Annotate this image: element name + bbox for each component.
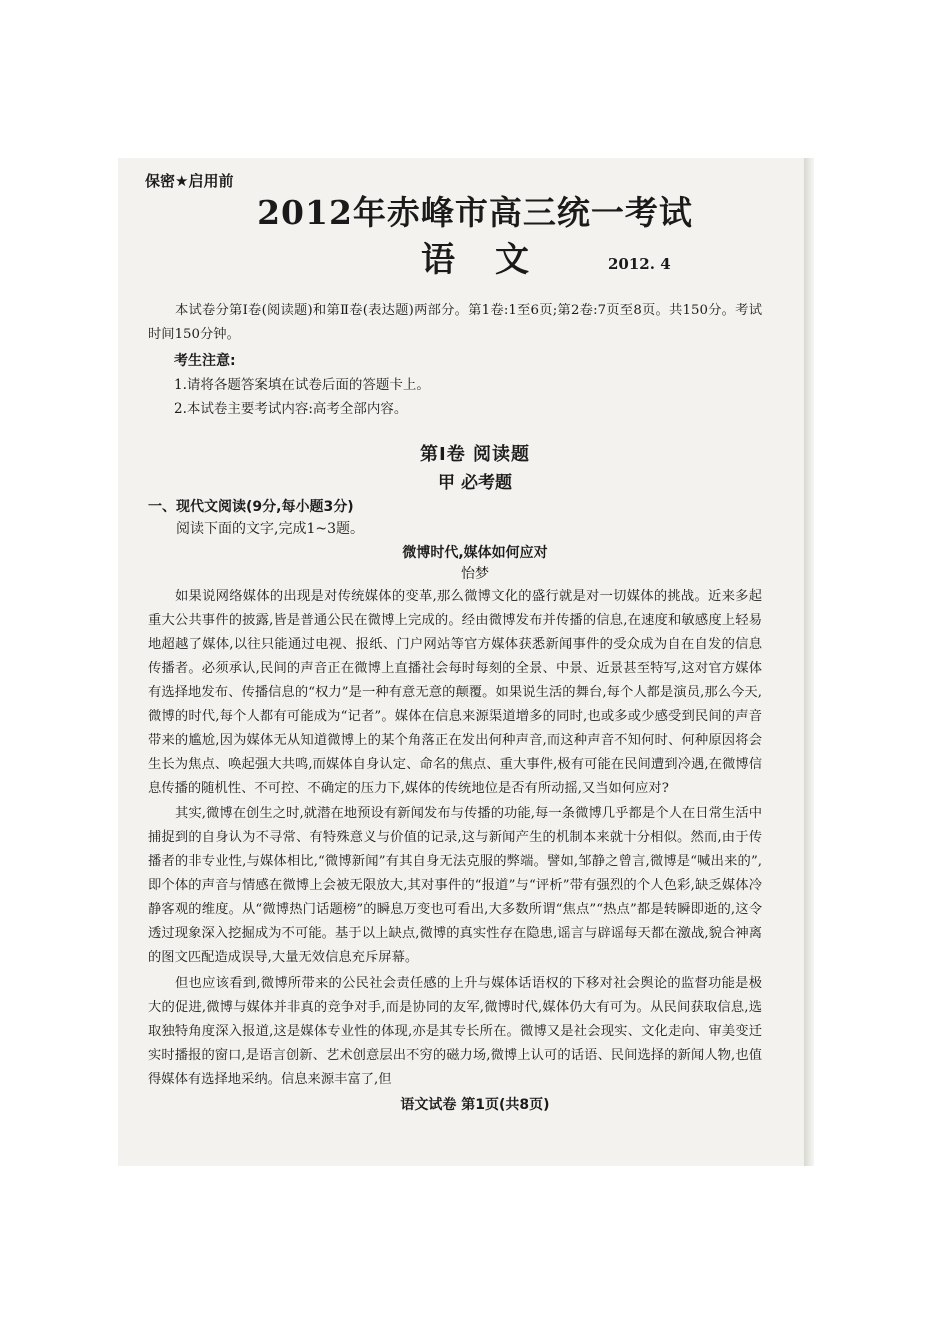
page-footer: 语文试卷 第1页(共8页) <box>400 1097 550 1113</box>
article-paragraph: 但也应该看到,微博所带来的公民社会责任感的上升与媒体话语权的下移对社会舆论的监督功能是极大的促进,微博与媒体并非真的竞争对手,而是协同的友军,微博时代,媒体仍大有可为。从民间获取信息,选取独特角度深入报道,这是媒体专业性的体现,亦是其专长所在。微博又是社会现实、文化走向、审美变迁实时播报的窗口,是语言创新、艺术创意层出不穷的磁力场,微博上认可的话语、民间选择的新闻人物,也值得媒体有选择地采纳。信息来源丰富了,但 <box>148 976 762 1087</box>
article-paragraph: 其实,微博在创生之时,就潜在地预设有新闻发布与传播的功能,每一条微博几乎都是个人在日常生活中捕捉到的自身认为不寻常、有特殊意义与价值的记录,这与新闻产生的机制本来就十分相似。然而,由于传播者的非专业性,与媒体相比,“微博新闻”有其自身无法克服的弊端。譬如,邹静之曾言,微博是“喊出来的”,即个体的声音与情感在微博上会被无限放大,其对事件的“报道”与“评析”带有强烈的个人色彩,缺乏媒体冷静客观的维度。从“微博热门话题榜”的瞬息万变也可看出,大多数所谓“焦点”“热点”都是转瞬即逝的,这令透过现象深入挖掘成为不可能。基于以上缺点,微博的真实性存在隐患,谣言与辟谣每天都在激战,貌合神离的图文匹配造成误导,大量无效信息充斥屏幕。 <box>148 806 762 965</box>
confidential-label: 保密★启用前 <box>145 172 234 190</box>
section-heading: 一、现代文阅读(9分,每小题3分) <box>148 499 354 515</box>
notice-item: 2.本试卷主要考试内容:高考全部内容。 <box>174 401 408 417</box>
part-subtitle: 甲 必考题 <box>438 473 512 493</box>
part-title: 第Ⅰ卷 阅读题 <box>420 444 530 465</box>
notice-heading: 考生注意: <box>174 353 236 369</box>
notice-item: 1.请将各题答案填在试卷后面的答题卡上。 <box>174 377 430 393</box>
page-edge-shadow <box>804 158 814 1166</box>
subject-title: 语文 <box>421 240 569 280</box>
article-title: 微博时代,媒体如何应对 <box>402 545 548 561</box>
exam-date: 2012. 4 <box>608 255 671 273</box>
intro-paragraph: 本试卷分第Ⅰ卷(阅读题)和第Ⅱ卷(表达题)两部分。第1卷:1至6页;第2卷:7页至8页。共150分。考试时间150分钟。 <box>148 303 762 342</box>
article-paragraph: 如果说网络媒体的出现是对传统媒体的变革,那么微博文化的盛行就是对一切媒体的挑战。近来多起重大公共事件的披露,皆是普通公民在微博上完成的。经由微博发布并传播的信息,在速度和敏感度上轻易地超越了媒体,以往只能通过电视、报纸、门户网站等官方媒体获悉新闻事件的受众成为自在自发的信息传播者。必须承认,民间的声音正在微博上直播社会每时每刻的全景、中景、近景甚至特写,这对官方媒体有选择地发布、传播信息的“权力”是一种有意无意的颠覆。如果说生活的舞台,每个人都是演员,那么今天,微博的时代,每个人都有可能成为“记者”。媒体在信息来源渠道增多的同时,也或多或少感受到民间的声音带来的尴尬,因为媒体无从知道微博上的某个角落正在发出何种声音,而这种声音不知何时、何种原因将会生长为焦点、唤起强大共鸣,而媒体自身认定、命名的焦点、重大事件,极有可能在民间遭到冷遇,在微博信息传播的随机性、不可控、不确定的压力下,媒体的传统地位是否有所动摇,又当如何应对? <box>148 589 762 796</box>
article-author: 怡梦 <box>461 566 489 582</box>
section-instruction: 阅读下面的文字,完成1~3题。 <box>176 521 364 537</box>
exam-title: 2012年赤峰市高三统一考试 <box>257 193 693 232</box>
